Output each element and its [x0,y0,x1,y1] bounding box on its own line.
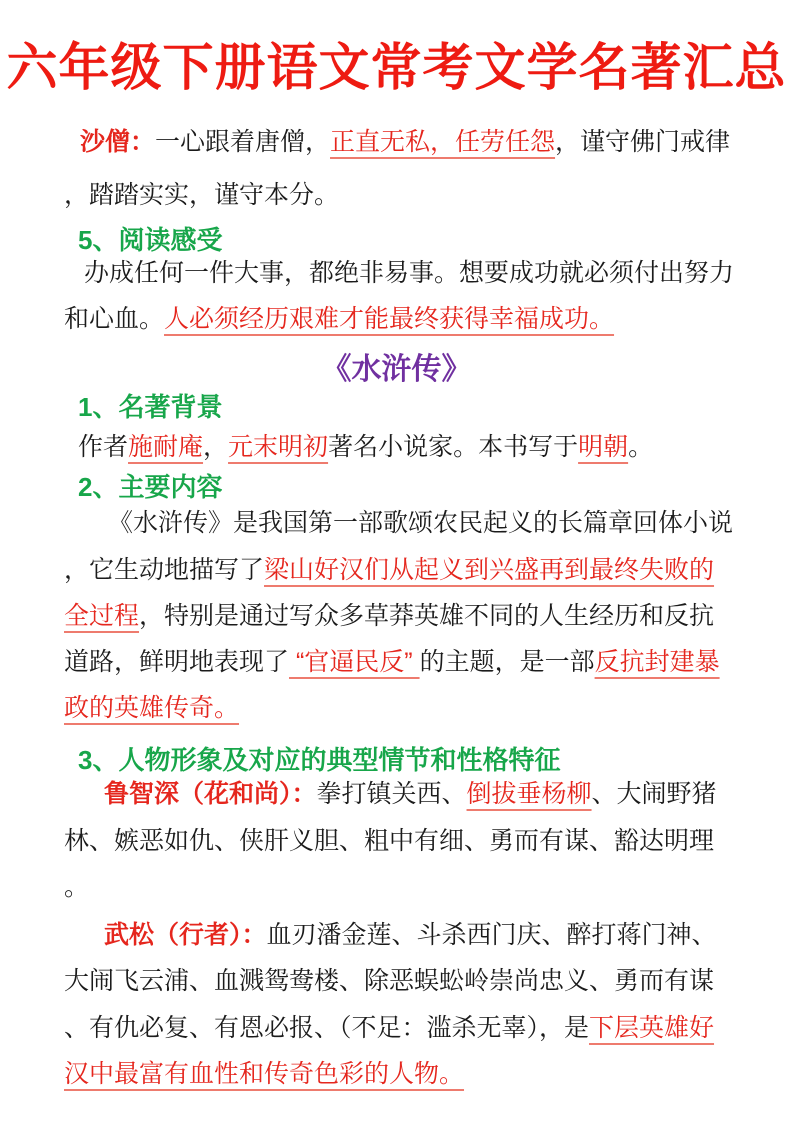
heading-book-background: 1、名著背景 [78,391,223,422]
text-run: ，谨守佛门戒律，踏踏实实，谨守本分。 [64,127,731,209]
paragraph-main-content [64,500,735,731]
text-run: 办成任何一件大事，都绝非易事。想要成功就必须付出努力和心血。 [64,258,735,333]
text-run: 梁山好汉们从起义到兴盛再到最终失败的全过程 [64,555,715,630]
text-run: 正直无私，任劳任怨 [330,127,556,156]
text-run: “官逼民反” [289,648,420,677]
paragraph-wu-song [64,912,735,1097]
text-run: 倒拔垂杨柳 [466,780,592,809]
text-run: 下层英雄好汉中最富有血性和传奇色彩的人物。 [64,1013,715,1088]
paragraph-book-background [64,424,735,470]
text-run: 作者 [78,433,129,462]
paragraph-reading-impression [64,250,735,343]
text-run: 《水浒传》是我国第一部歌颂农民起义的长篇章回体小说，它生动地描写了 [64,509,734,584]
text-run: ， [203,433,229,462]
text-run: 明朝 [578,433,629,462]
text-run: 著名小说家。本书写于 [328,433,579,462]
text-run: 武松（行者）： [104,921,267,950]
text-run: 沙僧： [80,127,156,156]
heading-reading-impression: 5、阅读感受 [78,224,223,255]
text-run: 一心跟着唐僧， [155,127,331,156]
text-run: 人必须经历艰难才能最终获得幸福成功。 [164,304,615,333]
text-run: 鲁智深（花和尚）： [104,780,317,809]
book-title-shuihuzhuan: 《水浒传》 [321,353,472,387]
heading-character-traits: 3、人物形象及对应的典型情节和性格特征 [78,744,561,775]
text-run: 反抗封建暴政的英雄传奇。 [64,648,720,723]
text-run: 。 [628,433,654,462]
heading-main-content: 2、主要内容 [78,471,223,502]
text-run: 的主题，是一部 [419,648,595,677]
text-run: 施耐庵 [128,433,204,462]
text-run: 拳打镇关西、 [316,780,467,809]
paragraph-lu-zhishen [64,771,735,910]
text-run: 血刃潘金莲、斗杀西门庆、醉打蒋门神、大闹飞云浦、血溅鸳鸯楼、除恶蜈蚣岭崇尚忠义、勇而有谋、有仇必复、有恩必报、（不足：滥杀无辜），是 [64,921,717,1042]
paragraph-shaseng [64,116,735,222]
text-run: 元末明初 [228,433,329,462]
text-run: ，特别是通过写众多草莽英雄不同的人生经历和反抗道路，鲜明地表现了 [64,601,715,677]
text-run: 、大闹野猪林、嫉恶如仇、侠肝义胆、粗中有细、勇而有谋、豁达明理。 [64,780,717,901]
page-title: 六年级下册语文常考文学名著汇总 [6,39,787,96]
